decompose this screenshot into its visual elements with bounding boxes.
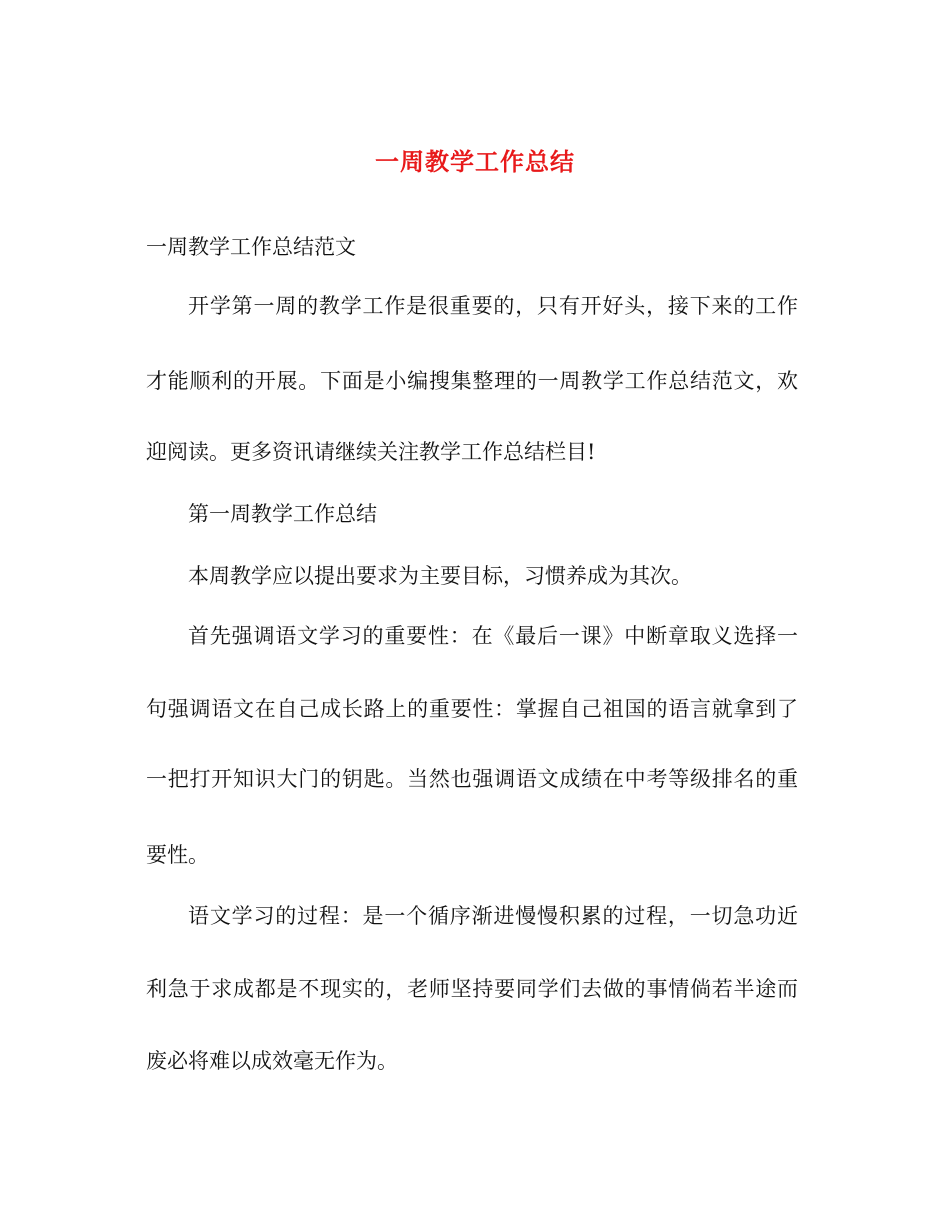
- paragraph-line: 语文学习的过程：是一个循序渐进慢慢积累的过程，一切急功近: [188, 904, 798, 928]
- paragraph-line: 迎阅读。更多资讯请继续关注教学工作总结栏目!: [146, 440, 596, 464]
- document-title: 一周教学工作总结: [375, 148, 575, 176]
- paragraph-line: 废必将难以成效毫无作为。: [146, 1049, 398, 1073]
- paragraph-line: 一把打开知识大门的钥匙。当然也强调语文成绩在中考等级排名的重: [146, 767, 798, 791]
- paragraph-line: 开学第一周的教学工作是很重要的，只有开好头，接下来的工作: [188, 294, 798, 318]
- subtitle-line: 一周教学工作总结范文: [146, 235, 356, 259]
- paragraph-line: 才能顺利的开展。下面是小编搜集整理的一周教学工作总结范文，欢: [146, 369, 798, 393]
- paragraph-line: 利急于求成都是不现实的，老师坚持要同学们去做的事情倘若半途而: [146, 977, 798, 1001]
- paragraph-line: 要性。: [146, 843, 209, 867]
- paragraph-line: 句强调语文在自己成长路上的重要性：掌握自己祖国的语言就拿到了: [146, 697, 798, 721]
- paragraph-line: 本周教学应以提出要求为主要目标，习惯养成为其次。: [188, 564, 692, 588]
- paragraph-line: 首先强调语文学习的重要性：在《最后一课》中断章取义选择一: [188, 624, 798, 648]
- section-heading: 第一周教学工作总结: [188, 502, 377, 526]
